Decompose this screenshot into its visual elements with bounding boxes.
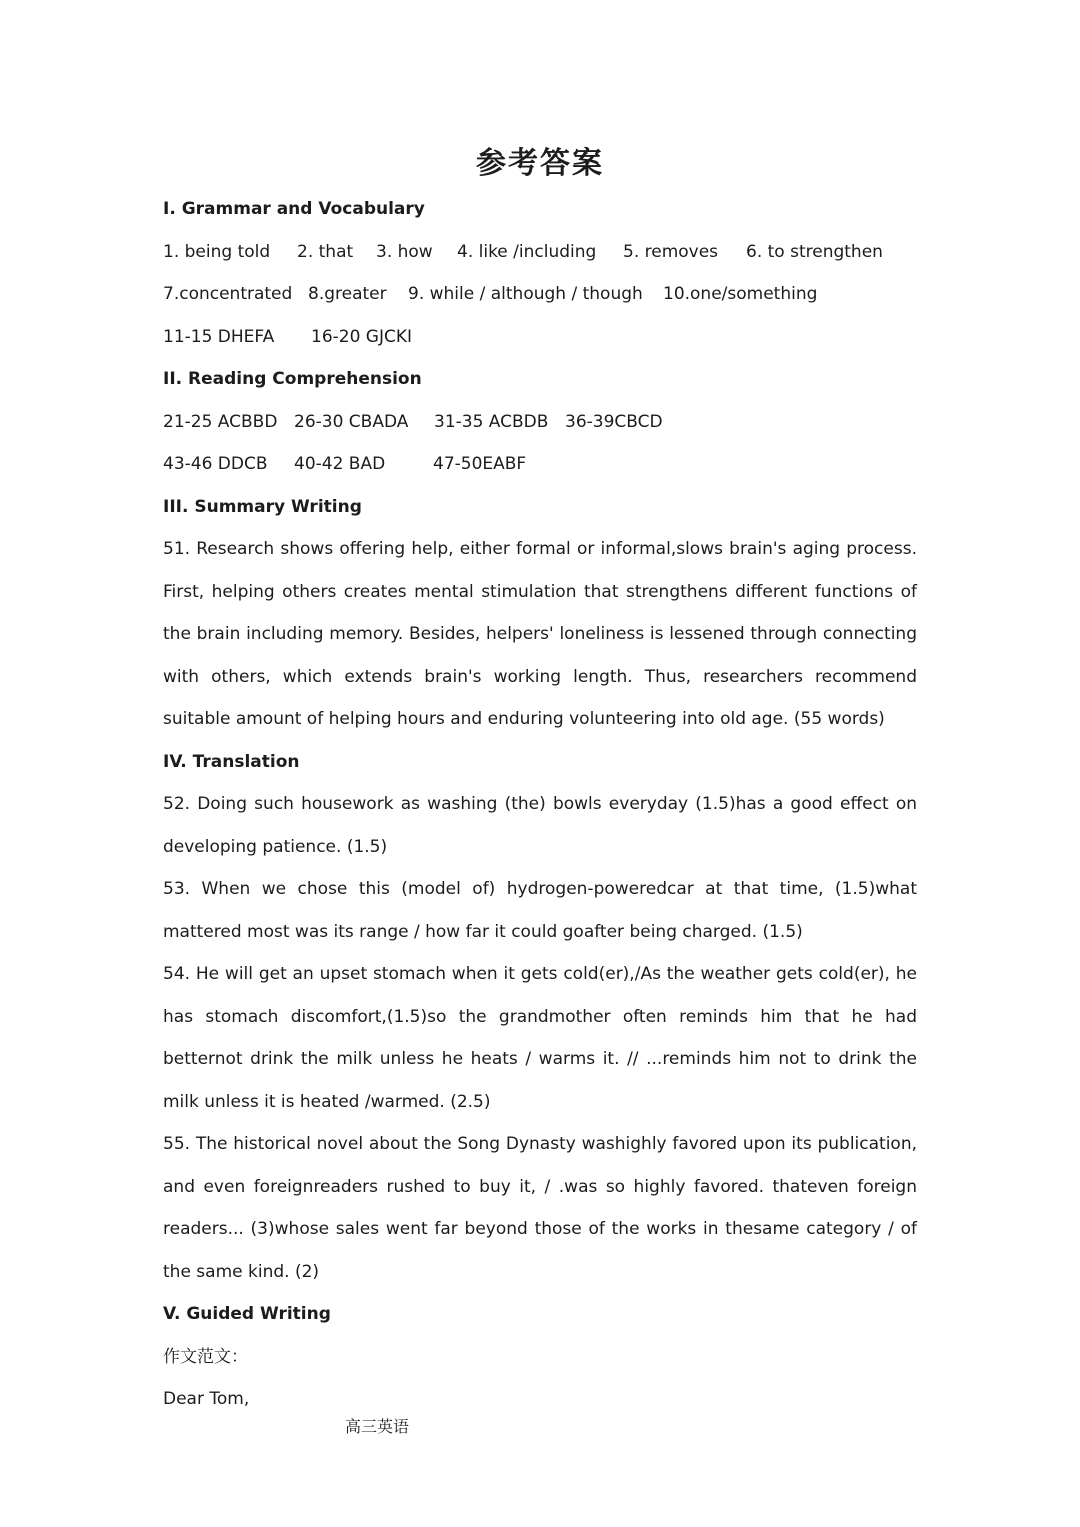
answer-26-30: 26-30 CBADA xyxy=(294,411,409,432)
answer-8: 8.greater xyxy=(308,284,387,304)
section-heading-grammar: I. Grammar and Vocabulary xyxy=(163,199,425,219)
answer-11-15: 11-15 DHEFA xyxy=(163,326,275,347)
letter-salutation: Dear Tom, xyxy=(163,1389,250,1409)
summary-answer-51: 51. Research shows offering help, either formal or informal,slows brain's aging process. First, helping others creates mental stimulation that strengthens different functions of the brain including memory. Besides, helpers' loneliness is lessened through connecting with others, which extends brain's working length. Thus, researchers recommend suitable amount of helping hours and enduring volunteering into old age. (55 words) xyxy=(163,539,917,729)
answer-6: 6. to strengthen xyxy=(746,241,883,262)
answer-43-46: 43-46 DDCB xyxy=(163,454,268,474)
translation-answer-53: 53. When we chose this (model of) hydrogen-poweredcar at that time, (1.5)what mattered most was its range / how far it could goafter being charged. (1.5) xyxy=(163,879,917,942)
section-heading-guided-writing: V. Guided Writing xyxy=(163,1304,331,1324)
answer-21-25: 21-25 ACBBD xyxy=(163,411,278,432)
answer-2: 2. that xyxy=(297,241,354,262)
grammar-answers-row-2 xyxy=(163,273,917,316)
answer-16-20: 16-20 GJCKI xyxy=(311,326,413,347)
answer-4: 4. like /including xyxy=(457,241,597,262)
answer-36-39: 36-39CBCD xyxy=(565,411,663,432)
page-title: 参考答案 xyxy=(476,146,604,181)
section-heading-reading: II. Reading Comprehension xyxy=(163,369,422,389)
answer-31-35: 31-35 ACBDB xyxy=(434,411,549,432)
answer-47-50: 47-50EABF xyxy=(433,454,527,474)
answer-3: 3. how xyxy=(376,241,433,262)
reading-answers-row-2 xyxy=(163,443,917,486)
grammar-answers-row-1 xyxy=(163,231,917,274)
answer-5: 5. removes xyxy=(623,241,719,262)
answer-9: 9. while / although / though xyxy=(408,284,643,304)
answer-10: 10.one/something xyxy=(663,284,818,304)
translation-answer-52: 52. Doing such housework as washing (the) bowls everyday (1.5)has a good effect on developing patience. (1.5) xyxy=(163,794,917,857)
sample-essay-label: 作文范文： xyxy=(163,1346,248,1367)
reading-answers-row-1 xyxy=(163,401,917,444)
answer-content xyxy=(163,188,917,1421)
page-footer: 高三英语 xyxy=(345,1417,410,1436)
answer-40-42: 40-42 BAD xyxy=(294,454,386,474)
grammar-answers-row-3 xyxy=(163,316,917,359)
translation-answer-54: 54. He will get an upset stomach when it gets cold(er),/As the weather gets cold(er), he has stomach discomfort,(1.5)so the grandmother often reminds him that he had betternot drink the milk unless he heats / warms it. // ...reminds him not to drink the milk unless it is heated /warmed. (2.5) xyxy=(163,964,917,1112)
answer-7: 7.concentrated xyxy=(163,284,293,304)
answer-1: 1. being told xyxy=(163,241,271,262)
section-heading-translation: IV. Translation xyxy=(163,751,300,772)
translation-answer-55: 55. The historical novel about the Song Dynasty washighly favored upon its publication, and even foreignreaders rushed to buy it, / .was so highly favored. thateven foreign readers... (3)whose sales went far beyond those of the works in thesame category / of the same kind. (2) xyxy=(163,1134,917,1282)
section-heading-summary: III. Summary Writing xyxy=(163,496,362,517)
